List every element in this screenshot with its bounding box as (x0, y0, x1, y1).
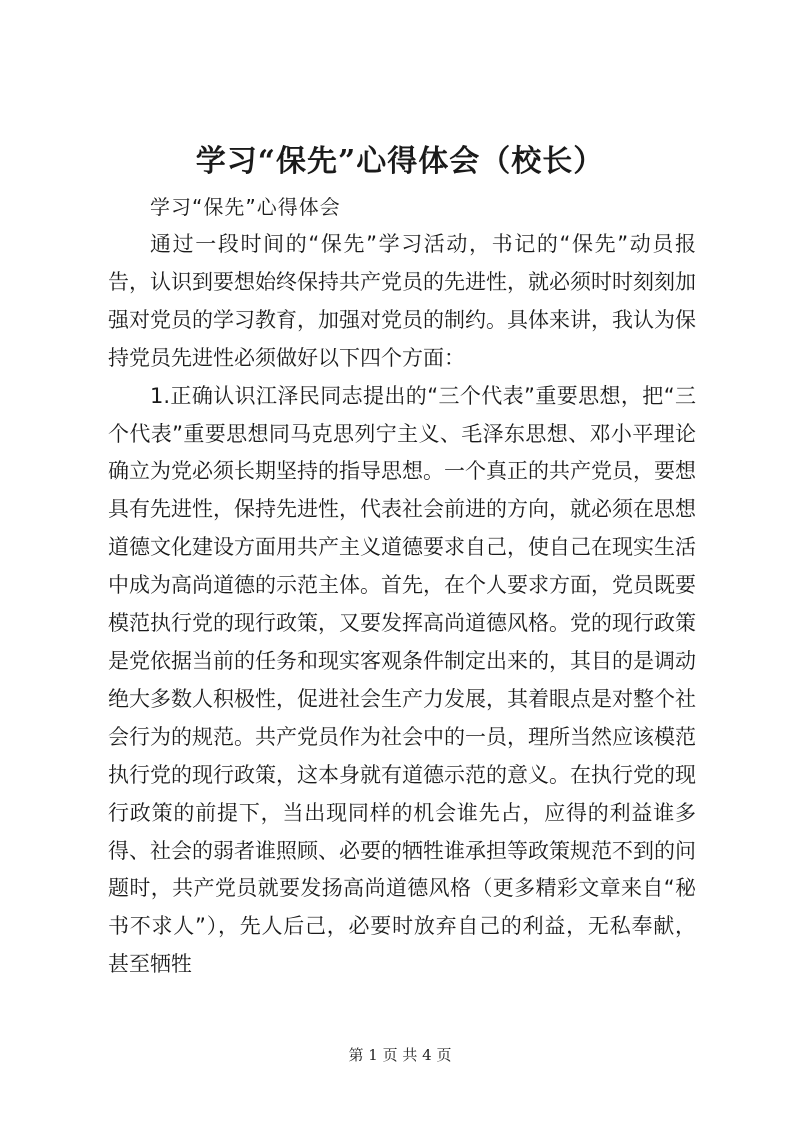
document-title: 学习“保先”心得体会（校长） (195, 144, 605, 179)
body-paragraph: 通过一段时间的“保先”学习活动，书记的“保先”动员报告，认识到要想始终保持共产党员的先进性，就必须时时刻刻加强对党员的学习教育，加强对党员的制约。具体来讲，我认为保持党员先进性必须做好以下四个方面： (108, 232, 696, 370)
document-subtitle: 学习“保先”心得体会 (150, 195, 341, 219)
document-body (108, 226, 696, 984)
body-paragraph: 1.正确认识江泽民同志提出的“三个代表”重要思想，把“三个代表”重要思想同马克思列宁主义、毛泽东思想、邓小平理论确立为党必须长期坚持的指导思想。一个真正的共产党员，要想具有先进性，保持先进性，代表社会前进的方向，就必须在思想道德文化建设方面用共产主义道德要求自己，使自己在现实生活中成为高尚道德的示范主体。首先，在个人要求方面，党员既要模范执行党的现行政策，又要发挥高尚道德风格。党的现行政策是党依据当前的任务和现实客观条件制定出来的，其目的是调动绝大多数人积极性，促进社会生产力发展，其着眼点是对整个社会行为的规范。共产党员作为社会中的一员，理所当然应该模范执行党的现行政策，这本身就有道德示范的意义。在执行党的现行政策的前提下，当出现同样的机会谁先占，应得的利益谁多得、社会的弱者谁照顾、必要的牺牲谁承担等政策规范不到的问题时，共产党员就要发扬高尚道德风格（更多精彩文章来自“秘书不求人”），先人后己，必要时放弃自己的利益，无私奉献，甚至牺牲 (108, 383, 696, 977)
page-number-footer: 第 1 页 共 4 页 (348, 1046, 452, 1064)
